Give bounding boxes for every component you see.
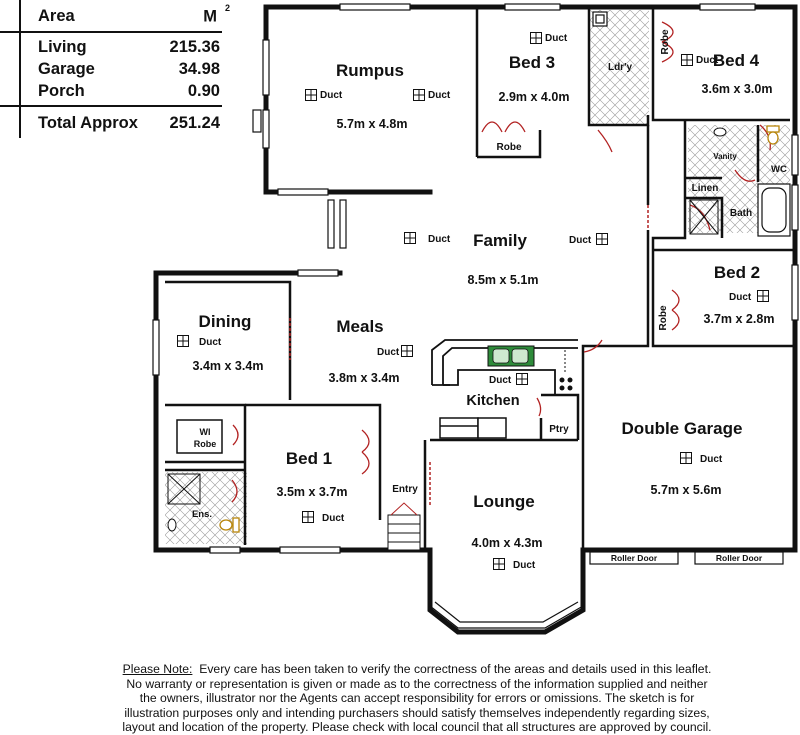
duct-label: Duct [320,90,343,101]
room-bed4-name: Bed 4 [712,51,760,70]
room-bed4-dims: 3.6m x 3.0m [701,82,773,96]
room-bed3-dims: 2.9m x 4.0m [498,90,570,104]
label-wi-robe-1: WI [199,427,211,437]
room-labels [193,33,775,571]
room-dining-dims: 3.4m x 3.4m [192,359,264,373]
note-line-4: illustration purposes only and intending purchasers should satisfy themselves independently regarding sizes, [124,705,710,720]
duct-label: Duct [513,560,536,571]
kitchen-sink [488,346,534,366]
label-ensuite: Ens. [191,509,213,520]
note-line-3: the owners, illustrator nor the Agents can accept responsibility for errors or omissions. The sketch is for [139,691,695,706]
room-dining-name: Dining [198,312,252,331]
label-pantry: Ptry [549,424,569,435]
duct-label: Duct [569,235,592,246]
room-bed2-dims: 3.7m x 2.8m [703,312,775,326]
label-vanity: Vanity [713,152,737,161]
note-line-2: No warranty or representation is given or made as to the correctness of the information supplied and neither [126,676,708,691]
duct-label: Duct [489,375,512,386]
room-family-name: Family [473,231,527,250]
room-kitchen-name: Kitchen [466,393,520,409]
toilet-icon [767,126,779,144]
label-roller-door-1: Roller Door [610,553,658,563]
label-laundry: Ldr'y [607,62,633,73]
duct-label: Duct [729,292,752,303]
area-table: Area M $^2$ Living 215.36 Garage 34.98 Porch 0.90 Total Approx 251.24 [0,0,230,140]
label-entry: Entry [392,484,418,495]
duct-label: Duct [696,55,719,66]
duct-label: Duct [377,347,400,358]
room-bed3-name: Bed 3 [508,53,556,72]
vanity-basin [714,128,726,136]
duct-label: Duct [545,33,568,44]
label-wi-robe-2: Robe [193,439,217,449]
room-lounge-dims: 4.0m x 4.3m [471,536,543,550]
room-garage-name: Double Garage [621,419,743,438]
area-unit: M $^2$ [203,3,230,26]
room-rumpus-dims: 5.7m x 4.8m [336,117,408,131]
note-line-1: Please Note: Every care has been taken to verify the correctness of the areas and details used in this leaflet. [122,662,712,676]
room-lounge-name: Lounge [473,492,535,511]
duct-label: Duct [322,513,345,524]
cooktop [560,350,573,391]
laundry-tub [593,12,607,26]
disclaimer-note [92,662,742,735]
note-line-5: layout and location of the property. Please check with local council that all structures are approved by council. [122,720,712,735]
room-bed1-name: Bed 1 [285,449,333,468]
duct-label: Duct [428,234,451,245]
label-wc: WC [771,164,787,175]
ensuite-basin [168,519,176,531]
label-robe-bed2: Robe [658,305,669,331]
room-bed2-name: Bed 2 [713,263,761,282]
room-bed1-dims: 3.5m x 3.7m [276,485,348,499]
label-roller-door-2: Roller Door [715,553,763,563]
lounge-counter [440,418,506,438]
room-rumpus-name: Rumpus [336,61,404,80]
bath-tub [758,184,790,236]
room-meals-name: Meals [336,317,384,336]
duct-label: Duct [199,337,222,348]
label-robe-bed4: Robe [660,29,671,55]
label-robe-bed3: Robe [496,142,522,153]
duct-label: Duct [428,90,451,101]
entry-steps [388,503,420,550]
note-heading: Please Note: [122,662,193,676]
room-garage-dims: 5.7m x 5.6m [650,483,722,497]
room-family-dims: 8.5m x 5.1m [467,273,539,287]
label-bath: Bath [729,208,753,219]
duct-label: Duct [700,454,723,465]
area-header-label: Area [38,7,75,25]
sliding-doors [290,205,648,505]
room-meals-dims: 3.8m x 3.4m [328,371,400,385]
label-linen: Linen [691,183,719,194]
